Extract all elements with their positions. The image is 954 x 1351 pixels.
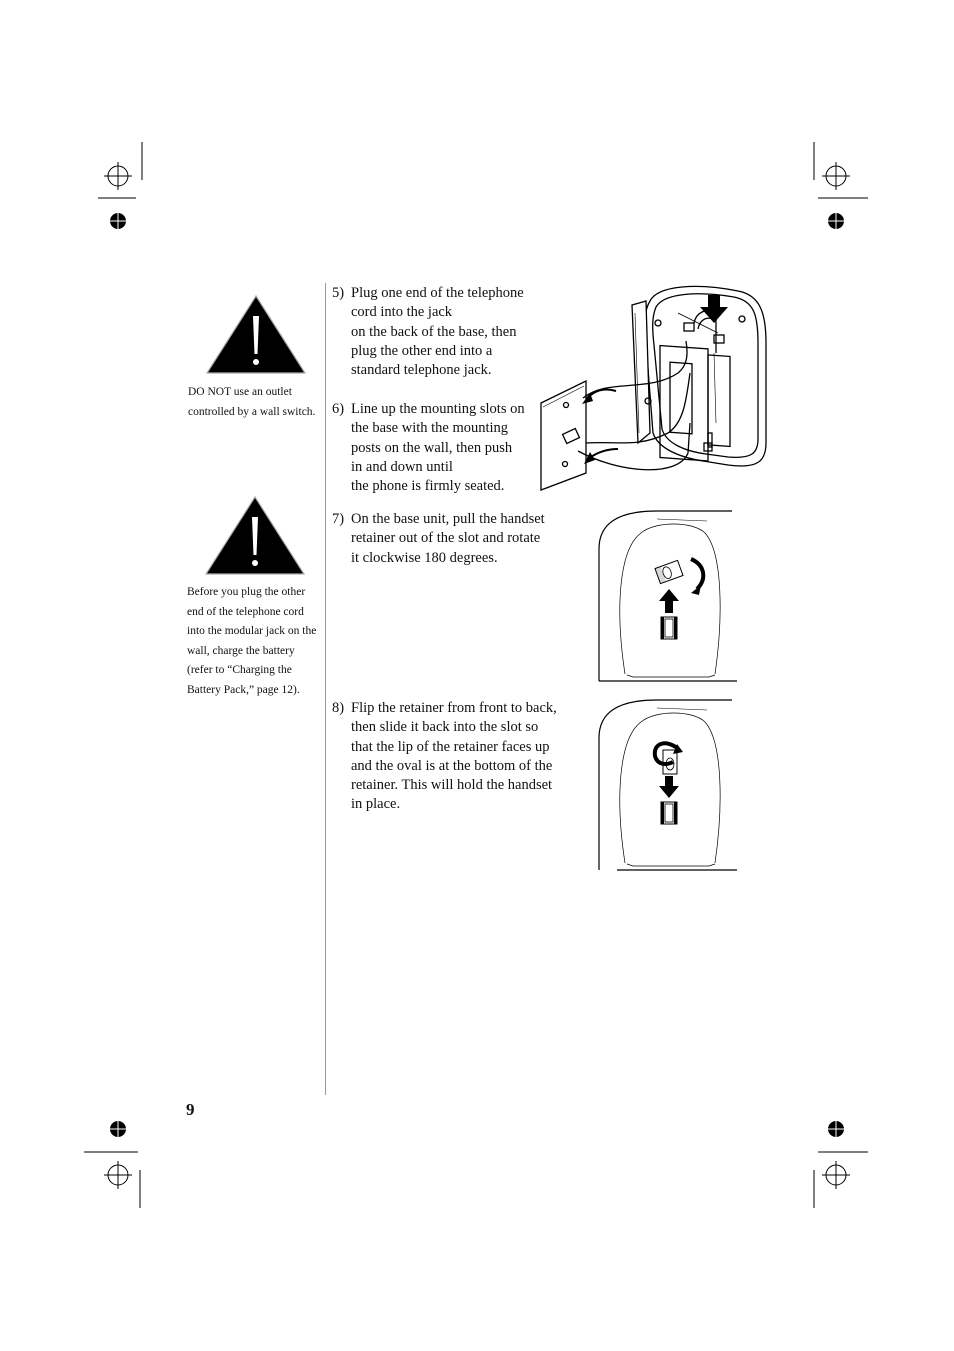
registration-crosshair-icon (98, 140, 168, 240)
retainer-flip-illustration (597, 698, 741, 874)
warning-triangle-icon (204, 294, 308, 376)
step-5 (332, 284, 572, 384)
wall-mount-illustration (538, 283, 770, 493)
step-number: 6) (332, 401, 345, 417)
registration-crosshair-icon (800, 140, 870, 240)
warning-triangle-icon (203, 495, 307, 577)
step-text: Line up the mounting slots on the base with the mounting posts on the wall, then push in and down until the phone is firmly seated. (351, 401, 525, 495)
step-number: 7) (332, 511, 345, 527)
retainer-rotate-illustration (597, 509, 741, 685)
step-text: On the base unit, pull the handset retainer out of the slot and rotate it clockwise 180 degrees. (351, 511, 545, 566)
column-divider (325, 283, 326, 1095)
step-number: 5) (332, 285, 345, 301)
step-number: 8) (332, 700, 345, 716)
step-text: Flip the retainer from front to back, then slide it back into the slot so that the lip of the retainer faces up and the oval is at the bottom of the retainer. This will hold the handset in place. (351, 700, 557, 813)
page-number: 9 (186, 1100, 195, 1119)
registration-crosshair-icon (82, 1115, 162, 1215)
caution-note: Before you plug the other end of the telephone cord into the modular jack on the wall, charge the battery (refer to “Charging the Battery Pack,” page 12). (187, 586, 317, 696)
step-text: Plug one end of the telephone cord into the jack on the back of the base, then plug the other end into a standard telephone jack. (351, 285, 524, 379)
step-6 (332, 400, 572, 500)
caution-note: DO NOT use an outlet controlled by a wall switch. (188, 386, 316, 418)
step-8 (332, 699, 572, 819)
step-7 (332, 510, 572, 570)
registration-crosshair-icon (800, 1115, 880, 1215)
